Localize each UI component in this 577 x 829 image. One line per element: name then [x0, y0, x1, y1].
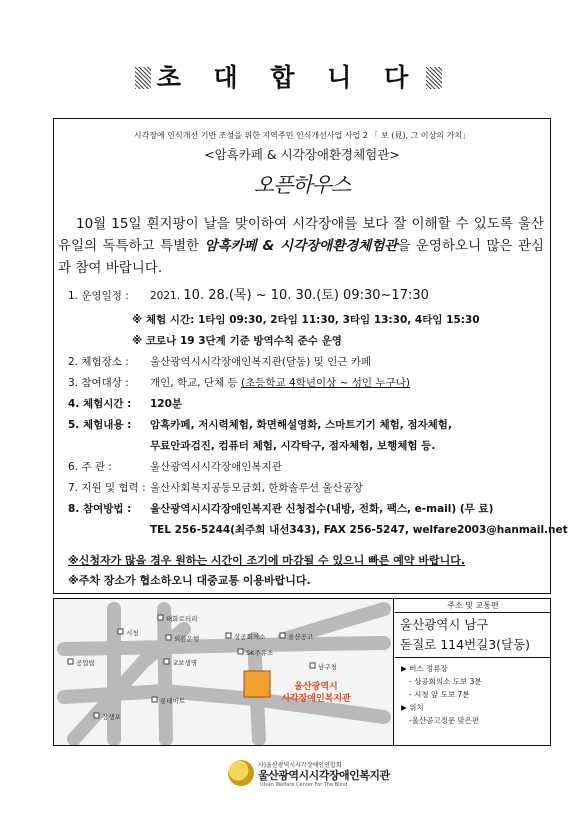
location-section [53, 598, 551, 746]
location-map [54, 599, 394, 745]
apply-value: 울산광역시시각장애인복지관 신청접수(내방, 전화, 팩스, e-mail) (무 료) [150, 503, 494, 515]
address-line2: 돋질로 114번길3(달동) [400, 637, 531, 652]
covid-note: ※ 코로나 19 3단계 기준 방역수칙 준수 운영 [132, 335, 342, 347]
content-line1: 암흑카페, 저시력체험, 화면해설영화, 스마트기기 체험, 점자체험, [150, 419, 452, 431]
schedule-row [68, 284, 429, 303]
host-value: 울산광역시시각장애인복지관 [150, 461, 282, 473]
hatch-ornament-right [426, 67, 442, 89]
open-house-heading: 오픈하우스 [253, 173, 351, 197]
host-label: 6. 주 관 : [68, 461, 112, 473]
landmark-icon [280, 633, 285, 638]
landmark-label: 공업탑 [76, 659, 95, 667]
landmark-label: 태화로터리 [166, 615, 198, 623]
landmark-label: 상공회의소 [234, 633, 266, 641]
location-value: -울산공고정문 맞은편 [409, 716, 480, 725]
contact-line: TEL 256-5244(최주희 내선343), FAX 256-5247, welfare2003@hanmail.net [150, 524, 568, 536]
landmark-icon [94, 713, 99, 718]
invitation-title: 초 대 합 니 다 [156, 63, 421, 92]
intro-paragraph [58, 213, 544, 279]
center-emblem-icon [228, 760, 254, 786]
support-value: 울산사회복지공동모금회, 한화솔루션 울산공장 [150, 482, 363, 494]
map-graphic [54, 599, 394, 745]
landmark-icon [166, 635, 171, 640]
place-label: 2. 체험장소 : [68, 356, 129, 368]
landmark-label: 롯데마트 [160, 697, 186, 705]
support-row [68, 480, 363, 495]
schedule-year: 2021. [150, 290, 181, 302]
bus-stop-2: - 시청 앞 도보 7분 [409, 690, 470, 699]
logo-name: 울산광역시시각장애인복지관 [258, 769, 390, 782]
address-header: 주소 및 교통편 [395, 599, 551, 613]
target-value: 개인, 학교, 단체 등 [150, 377, 238, 389]
landmark-icon [226, 633, 231, 638]
schedule-label: 1. 운영일정 : [68, 290, 129, 302]
apply-row [68, 501, 493, 516]
landmark-label: 외환은행 [174, 635, 200, 643]
program-line: 시각장애 인식개선 기반 조성을 위한 지역주민 인식개선사업 사업 2 「 보 (見), 그 이상의 가치」 [133, 131, 471, 140]
duration-label: 4. 체험시간 : [68, 398, 132, 410]
target-extra: (초등학교 4학년이상 ~ 성인 누구나) [241, 377, 410, 389]
landmark-icon [118, 629, 123, 634]
address-transit-panel [395, 599, 551, 745]
facility-name: <암흑카페 & 시각장애환경체험관> [204, 147, 400, 162]
bus-heading: ▶ 버스 정류장 [401, 664, 448, 673]
landmark-icon [310, 663, 315, 668]
note-reservation: ※신청자가 많을 경우 원하는 시간이 조기에 마감될 수 있으니 빠른 예약 바랍니다. [68, 554, 466, 567]
landmark-label: 장생포 [102, 713, 121, 721]
content-row [68, 417, 452, 432]
target-label: 3. 참여대상 : [68, 377, 129, 389]
logo-org-small: 사)울산광역시시각장애인연합회 [258, 762, 342, 769]
destination-label-2: 시각장애인복지관 [281, 694, 351, 704]
landmark-label: 시청 [126, 629, 139, 637]
place-value: 울산광역시시각장애인복지관(달동) 및 인근 카페 [150, 356, 372, 368]
target-row [68, 375, 410, 390]
landmark-label: 울산공고 [288, 633, 314, 641]
host-row [68, 459, 282, 474]
invitation-title-bar [0, 56, 577, 100]
intro-highlight: 암흑카페 & 시각장애환경체험관 [204, 238, 398, 254]
intro-text-after: 을 운영하오니 많은 관심과 참여 바랍니다. [58, 238, 544, 276]
invitation-body [53, 118, 568, 594]
landmark-label: 교보생명 [172, 659, 198, 667]
notes [68, 551, 465, 591]
address-block [395, 613, 551, 658]
duration-value: 120분 [150, 398, 183, 410]
landmark-icon [238, 649, 243, 654]
landmark-icon [152, 697, 157, 702]
address-line1: 울산광역시 남구 [400, 617, 489, 632]
destination-label-1: 울산광역시 [294, 682, 338, 692]
landmark-icon [158, 615, 163, 620]
landmark-icon [164, 659, 169, 664]
session-times: ※ 체험 시간: 1타임 09:30, 2타임 11:30, 3타임 13:30, 4타임 15:30 [132, 314, 480, 326]
duration-row [68, 396, 182, 411]
note-parking: ※주차 장소가 협소하오니 대중교통 이용바랍니다. [68, 574, 311, 587]
schedule-range: 10. 28.(목) ~ 10. 30.(토) 09:30~17:30 [183, 288, 429, 303]
support-label: 7. 지원 및 협력 : [68, 482, 146, 494]
destination-marker [244, 671, 270, 697]
landmark-label: SK주유소 [246, 649, 274, 657]
apply-label: 8. 참여방법 : [68, 503, 132, 515]
map-road [164, 609, 166, 739]
landmark-icon [68, 659, 73, 664]
landmark-label: 남구청 [318, 663, 337, 671]
bus-stop-1: - 상공회의소 도보 3분 [409, 677, 482, 686]
logo-english: Ulsan Welfare Center For The Blind [260, 782, 348, 788]
intro-text-before: 10월 15일 흰지팡이 날을 맞이하여 시각장애를 보다 잘 이해할 수 있도록 울산 유일의 독특하고 특별한 [58, 216, 544, 254]
place-row [68, 354, 371, 369]
location-heading: ▶ 위치 [401, 703, 424, 712]
center-logo [228, 758, 388, 790]
content-label: 5. 체험내용 : [68, 419, 132, 431]
hatch-ornament-left [135, 67, 151, 89]
content-line2: 무료안과검진, 컴퓨터 체험, 시각탁구, 점자체험, 보행체험 등. [150, 440, 436, 452]
transit-info [395, 658, 551, 731]
